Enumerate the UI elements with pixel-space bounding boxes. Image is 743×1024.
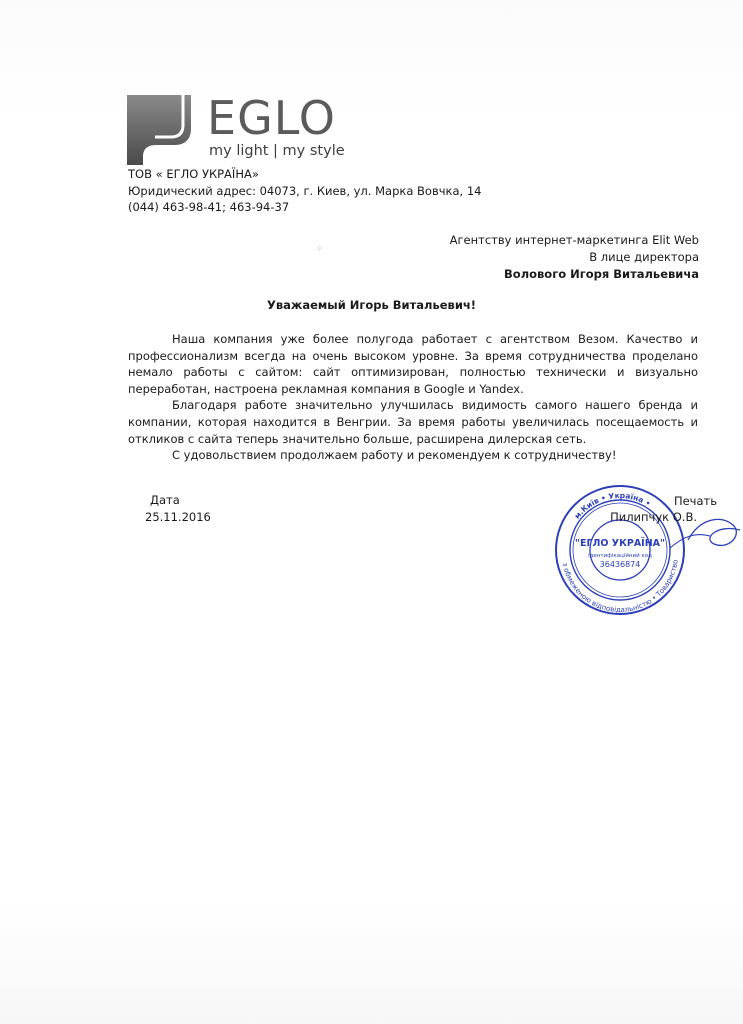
seal-code-label: ідентифікаційний код bbox=[588, 553, 652, 559]
signatory-name: Пилипчук О.В. bbox=[610, 510, 697, 524]
recipient-line-agency: Агентству интернет-маркетинга Elit Web bbox=[449, 233, 699, 247]
date-block bbox=[145, 492, 211, 526]
eglo-logo-icon bbox=[127, 95, 207, 165]
salutation: Уважаемый Игорь Витальевич! bbox=[266, 298, 477, 312]
seal-and-signature bbox=[550, 478, 743, 623]
paper-mark: ⁘ bbox=[316, 244, 324, 254]
letter-body bbox=[128, 331, 698, 464]
company-address: Юридический адрес: 04073, г. Киев, ул. Марка Вовчка, 14 bbox=[128, 183, 482, 198]
date-value: 25.11.2016 bbox=[145, 510, 211, 524]
recipient-line-name: Волового Игоря Витальевича bbox=[504, 267, 699, 281]
logo-wordmark: EGLO bbox=[207, 91, 336, 145]
seal-code: 36436874 bbox=[599, 560, 641, 569]
seal-ring-top: м.Київ • Україна • bbox=[572, 490, 653, 521]
recipient-block bbox=[450, 232, 699, 283]
company-logo bbox=[127, 91, 347, 165]
company-details bbox=[128, 166, 481, 216]
company-name: ТОВ « ЕГЛО УКРАЇНА» bbox=[128, 167, 259, 181]
paragraph-3: С удовольствием продолжаем работу и рекомендуем к сотрудничеству! bbox=[172, 448, 617, 463]
company-phones: (044) 463-98-41; 463-94-37 bbox=[128, 200, 290, 214]
date-label: Дата bbox=[150, 493, 180, 507]
recipient-line-role: В лице директора bbox=[589, 250, 699, 264]
seal-ring-bottom: з обмеженою відповідальністю • Товариство bbox=[560, 559, 680, 615]
stamp-label: Печать bbox=[673, 494, 717, 508]
paragraph-2: Благодаря работе значительно улучшилась видимость самого нашего бренда и компании, которая находится в Венгрии. За время работы увеличилась посещаемость и откликов с сайта теперь значительно больше, расширена дилерская сеть. bbox=[128, 398, 698, 446]
paragraph-1: Наша компания уже более полугода работает с агентством Везом. Качество и профессионализм всегда на очень высоком уровне. За время сотрудничества проделано немало работы с сайтом: сайт оптимизирован, полностью технически и визуально переработан, настроена рекламная компания в Google и Yandex. bbox=[128, 332, 698, 396]
logo-tagline: my light | my style bbox=[209, 143, 345, 159]
seal-center-text: "ЕГЛО УКРАЇНА" bbox=[575, 538, 665, 549]
